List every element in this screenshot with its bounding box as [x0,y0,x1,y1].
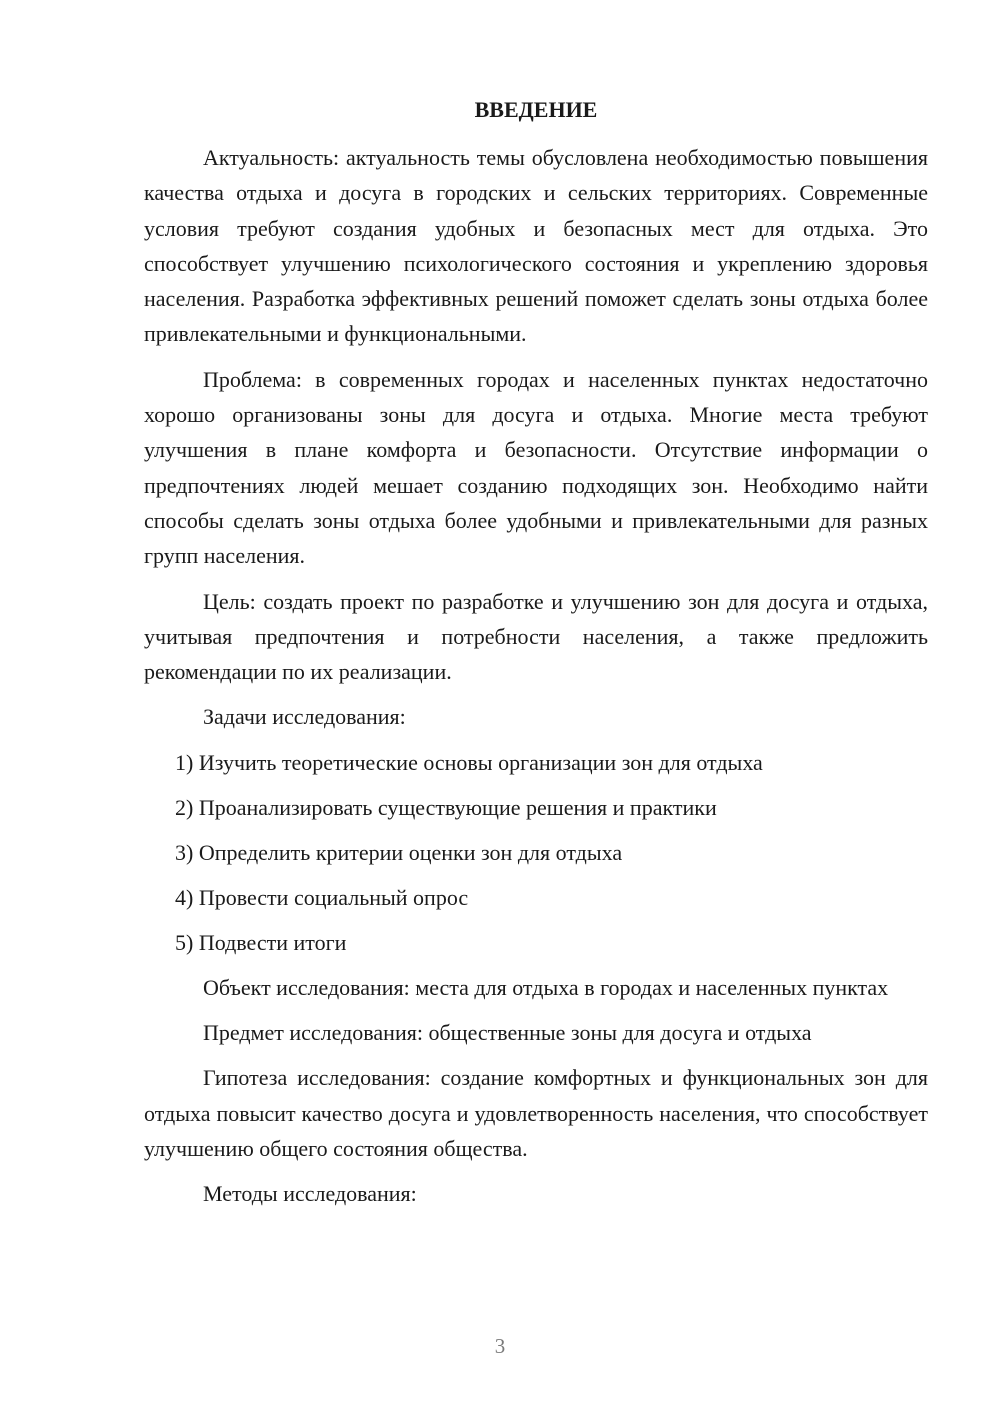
goal-paragraph: Цель: создать проект по разработке и улучшению зон для досуга и отдыха, учитывая предпочтения и потребности населения, а также предложить рекомендации по их реализации. [144,588,928,685]
list-item [144,880,928,915]
task-number: 3 ) [175,840,199,865]
problem-paragraph: Проблема: в современных городах и населенных пунктах недостаточно хорошо организованы зоны для досуга и отдыха. Многие места требуют улучшения в плане комфорта и безопасности. Отсутствие информации о предпочтениях людей мешает созданию подходящих зон. Необходимо найти способы сделать зоны отдыха более удобными и привлекательными для разных групп населения. [144,366,928,569]
object-paragraph: Объект исследования: места для отдыха в городах и населенных пунктах [203,974,889,1000]
task-text: Изучить теоретические основы организации зон для отдыха [198,749,763,775]
list-item [144,790,928,825]
task-number: 5 ) [175,930,199,955]
task-number: 2 ) [175,795,199,820]
page-number: 3 [494,1334,506,1358]
relevance-paragraph: Актуальность: актуальность темы обусловлена необходимостью повышения качества отдыха и досуга в городских и сельских территориях. Современные условия требуют создания удобных и безопасных мест для отдыха. Это способствует улучшению психологического состояния и укреплению здоровья населения. Разработка эффективных решений поможет сделать зоны отдыха более привлекательными и функциональными. [144,145,928,347]
page-content [144,92,928,1222]
task-text: Подвести итоги [198,929,347,955]
tasks-list [144,745,928,960]
section-title: ВВЕДЕНИЕ [474,97,598,122]
task-number: 4 ) [175,885,199,910]
hypothesis-paragraph: Гипотеза исследования: создание комфортных и функциональных зон для отдыха повысит качество досуга и удовлетворенность населения, что способствует улучшению общего состояния общества. [144,1065,928,1161]
task-text: Определить критерии оценки зон для отдыха [198,839,623,865]
list-item [144,925,928,960]
task-text: Провести социальный опрос [198,884,469,910]
task-number: 1 ) [175,750,199,775]
list-item [144,835,928,870]
list-item [144,745,928,780]
methods-heading: Методы исследования: [203,1181,417,1207]
tasks-heading: Задачи исследования: [203,704,406,730]
subject-paragraph: Предмет исследования: общественные зоны для досуга и отдыха [203,1020,812,1046]
task-text: Проанализировать существующие решения и практики [198,794,717,820]
